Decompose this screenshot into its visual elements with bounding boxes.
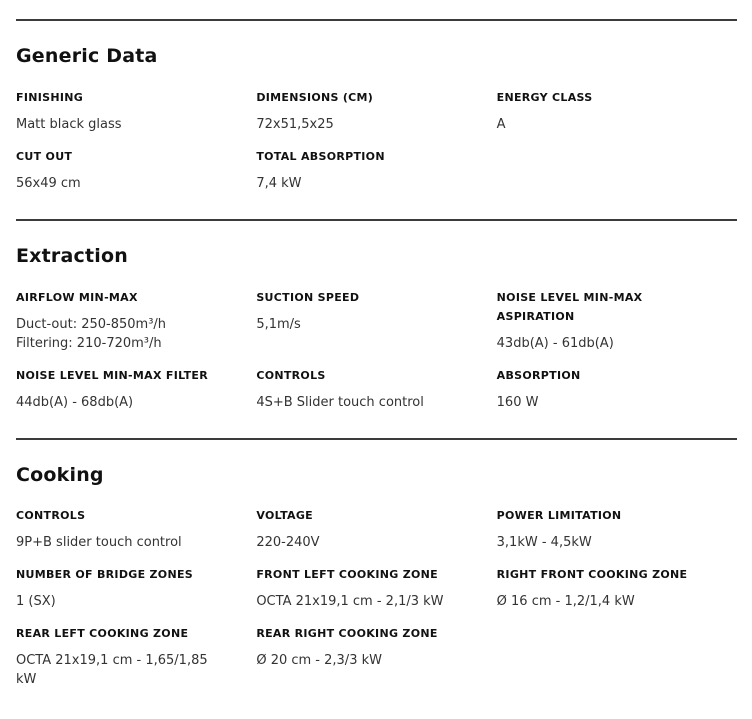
spec-field-values bbox=[497, 533, 709, 552]
spec-field-value-line: Matt black glass bbox=[16, 116, 122, 132]
spec-field-value-line: 5,1m/s bbox=[256, 316, 301, 332]
spec-field-values bbox=[16, 115, 228, 134]
spec-field-label: NOISE LEVEL MIN-MAX FILTER bbox=[16, 368, 208, 382]
spec-field-label: REAR LEFT COOKING ZONE bbox=[16, 627, 189, 641]
spec-section bbox=[16, 219, 737, 438]
spec-field-value-line: Filtering: 210-720m³/h bbox=[16, 335, 162, 351]
spec-field-values bbox=[16, 315, 228, 353]
spec-field-value-line: 44db(A) - 68db(A) bbox=[16, 394, 134, 410]
spec-field bbox=[16, 147, 256, 193]
spec-field bbox=[16, 288, 256, 353]
spec-field-value-line: Duct-out: 250-850m³/h bbox=[16, 316, 167, 332]
spec-field-label: CONTROLS bbox=[16, 509, 86, 523]
spec-field-label: NOISE LEVEL MIN-MAX ASPIRATION bbox=[496, 290, 643, 323]
spec-section bbox=[16, 438, 737, 716]
spec-field-value-line: 43db(A) - 61db(A) bbox=[496, 335, 614, 351]
spec-field-values bbox=[16, 651, 228, 689]
spec-field-value-line: Ø 20 cm - 2,3/3 kW bbox=[256, 653, 382, 669]
spec-field-values bbox=[497, 334, 709, 353]
spec-field-values bbox=[256, 651, 468, 670]
spec-field-label: REAR RIGHT COOKING ZONE bbox=[256, 627, 438, 641]
spec-field-label: FINISHING bbox=[16, 90, 84, 104]
spec-field-value-line: 160 W bbox=[496, 394, 539, 410]
spec-field-values bbox=[256, 115, 468, 134]
spec-field-value-line: 72x51,5x25 bbox=[256, 116, 334, 132]
spec-field bbox=[256, 506, 496, 552]
spec-field-values bbox=[16, 174, 228, 193]
spec-field bbox=[16, 565, 256, 611]
section-title: Generic Data bbox=[16, 45, 158, 67]
spec-field bbox=[16, 624, 256, 689]
spec-field-value-line: 4S+B Slider touch control bbox=[256, 394, 424, 410]
spec-field-grid bbox=[16, 88, 737, 219]
spec-field-label: POWER LIMITATION bbox=[496, 509, 622, 523]
spec-field-values bbox=[497, 115, 709, 134]
section-title: Cooking bbox=[16, 463, 104, 486]
spec-field bbox=[497, 88, 737, 134]
spec-field bbox=[497, 288, 737, 353]
spec-field-values bbox=[256, 315, 468, 334]
spec-field-label: CONTROLS bbox=[256, 368, 326, 382]
spec-field bbox=[256, 88, 496, 134]
spec-field-values bbox=[16, 592, 228, 611]
spec-field-value-line: 7,4 kW bbox=[256, 175, 302, 191]
spec-field-value-line: 1 (SX) bbox=[16, 594, 56, 610]
spec-field bbox=[497, 366, 737, 412]
spec-field-grid bbox=[16, 288, 737, 438]
spec-field bbox=[16, 366, 256, 412]
spec-field-grid bbox=[16, 506, 737, 715]
spec-field bbox=[256, 624, 496, 689]
spec-field-label: SUCTION SPEED bbox=[256, 290, 360, 304]
spec-field-value-line: A bbox=[496, 116, 506, 132]
spec-field-value-line: OCTA 21x19,1 cm - 1,65/1,85 kW bbox=[16, 653, 208, 688]
spec-field-value-line: 9P+B slider touch control bbox=[16, 535, 182, 551]
spec-field-label: FRONT LEFT COOKING ZONE bbox=[256, 568, 438, 582]
spec-field-value-line: 3,1kW - 4,5kW bbox=[496, 535, 592, 551]
spec-field-values bbox=[497, 393, 709, 412]
spec-field-values bbox=[256, 592, 468, 611]
section-divider-line bbox=[16, 438, 737, 440]
spec-field-values bbox=[256, 393, 468, 412]
spec-field bbox=[497, 565, 737, 611]
spec-field-values bbox=[16, 393, 228, 412]
spec-field-label: ABSORPTION bbox=[496, 368, 581, 382]
spec-field-label: ENERGY CLASS bbox=[496, 90, 593, 104]
section-divider-line bbox=[16, 219, 737, 221]
spec-field-values bbox=[256, 174, 468, 193]
section-title: Extraction bbox=[16, 244, 128, 267]
spec-field-label: VOLTAGE bbox=[256, 509, 313, 523]
spec-field-label: NUMBER OF BRIDGE ZONES bbox=[16, 568, 193, 582]
spec-field-label: CUT OUT bbox=[16, 149, 73, 163]
spec-field-value-line: Ø 16 cm - 1,2/1,4 kW bbox=[496, 594, 635, 610]
spec-field-label: DIMENSIONS (CM) bbox=[256, 90, 374, 104]
spec-field bbox=[16, 506, 256, 552]
spec-field-values bbox=[497, 592, 709, 611]
spec-field-value-line: 220-240V bbox=[256, 535, 320, 551]
spec-field bbox=[256, 366, 496, 412]
spec-field-label: RIGHT FRONT COOKING ZONE bbox=[496, 568, 688, 582]
spec-field-label: TOTAL ABSORPTION bbox=[256, 149, 385, 163]
spec-field bbox=[256, 288, 496, 353]
spec-field-values bbox=[16, 533, 228, 552]
spec-field bbox=[256, 565, 496, 611]
spec-field-values bbox=[256, 533, 468, 552]
spec-field bbox=[16, 88, 256, 134]
spec-field bbox=[256, 147, 496, 193]
spec-section bbox=[16, 19, 737, 219]
spec-field bbox=[497, 506, 737, 552]
spec-field-value-line: 56x49 cm bbox=[16, 175, 81, 191]
spec-field-label: AIRFLOW MIN-MAX bbox=[16, 290, 138, 304]
section-divider-line bbox=[16, 19, 737, 21]
spec-field-value-line: OCTA 21x19,1 cm - 2,1/3 kW bbox=[256, 594, 444, 610]
